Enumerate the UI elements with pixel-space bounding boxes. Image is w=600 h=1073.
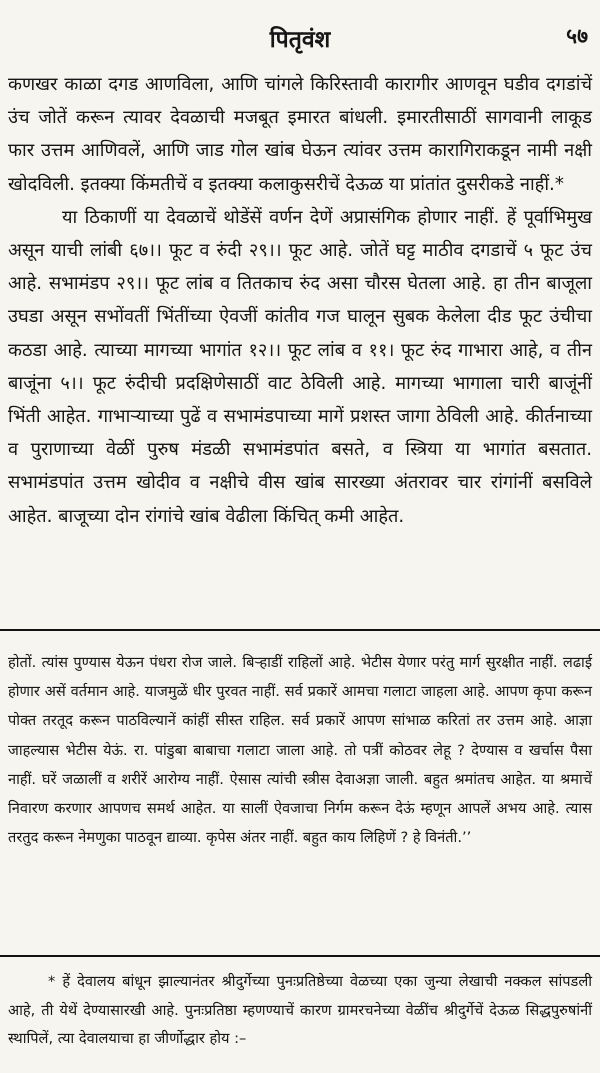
letter-quote bbox=[8, 648, 592, 852]
divider-rule-bottom bbox=[0, 955, 600, 957]
body-paragraph-1: कणखर काळा दगड आणविला, आणि चांगले किरिस्तावी कारागीर आणवून घडीव दगडांचें उंच जोतें करून त्यावर देवळाची मजबूत इमारत बांधली. इमारतीसाठीं सागवानी लाकूड फार उत्तम आणिवलें, आणि जाड गोल खांब घेऊन त्यांवर उत्तम कारागिराकडून नामी नक्षी खोदविली. इतक्या किंमतीचें व इतक्या कलाकुसरीचें देऊळ या प्रांतांत दुसरीकडे नाहीं.* bbox=[8, 74, 592, 195]
body-paragraph-2: या ठिकाणीं या देवळाचें थोडेंसें वर्णन देणें अप्रासंगिक होणार नाहीं. हें पूर्वाभिमुख असून याची लांबी ६७।। फूट व रुंदी २९।। फूट आहे. जोतें घट्ट माठीव दगडाचें ५ फूट उंच आहे. सभामंडप २९।। फूट लांब व तितकाच रुंद असा चौरस घेतला आहे. हा तीन बाजूला उघडा असून सभोंवतीं भिंतींच्या ऐवजीं कांतीव गज घालून सुबक केलेला दीड फूट उंचीचा कठडा आहे. त्याच्या मागच्या भागांत १२।। फूट लांब व ११। फूट रुंद गाभारा आहे, व तीन बाजूंना ५।। फूट रुंदीची प्रदक्षिणेसाठीं वाट ठेविली आहे. मागच्या भागाला चारी बाजूंनीं भिंती आहेत. गाभाऱ्याच्या पुढें व सभामंडपाच्या मागें प्रशस्त जागा ठेविली आहे. कीर्तनाच्या व पुराणाच्या वेळीं पुरुष मंडळी सभामंडपांत बसते, व स्त्रिया या भागांत बसतात. सभामंडपांत उत्तम खोदीव व नक्षीचे वीस खांब सारख्या अंतरावर चार रांगांनीं बसविले आहेत. बाजूच्या दोन रांगांचे खांब वेढीला किंचित् कमी आहेत. bbox=[8, 206, 592, 527]
page-number: ५७ bbox=[566, 23, 588, 48]
letter-text: होतों. त्यांस पुण्यास येऊन पंधरा रोज जाले. बिऱ्हाडीं राहिलों आहे. भेटीस येणार परंतु मार्ग सुरक्षीत नाहीं. लढाई होणार असें वर्तमान आहे. याजमुळें धीर पुरवत नाहीं. सर्व प्रकारें आमचा गलाटा जाहला आहे. आपण कृपा करून पोक्त तरतूद करून पाठविल्यानें कांहीं सीस्त राहिल. सर्व प्रकारें आपण सांभाळ करितां तर उत्तम आहे. आज्ञा जाहल्यास भेटीस येऊं. रा. पांडुबा बाबाचा गलाटा जाला आहे. तो पत्रीं कोठवर लेहू ? देण्यास व खर्चास पैसा नाहीं. घरें जळालीं व शरीरें आरोग्य नाहीं. ऐसास त्यांची स्त्रीस देवाअज्ञा जाली. बहुत श्रमांतच आहेत. या श्रमाचें निवारण करणार आपणच समर्थ आहेत. या सालीं ऐवजाचा निर्गम करून देऊं म्हणून आपलें अभय आहे. त्यास तरतुद करून नेमणुका पाठवून द्याव्या. कृपेस अंतर नाहीं. बहुत काय लिहिणें ? हे विनंती.’’ bbox=[8, 654, 592, 847]
page-header bbox=[0, 22, 600, 56]
page-title: पितृवंश bbox=[269, 26, 331, 53]
divider-rule-top bbox=[0, 629, 600, 631]
footnote bbox=[8, 968, 592, 1054]
footnote-text: * हें देवालय बांधून झाल्यानंतर श्रीदुर्गेच्या पुनःप्रतिष्ठेच्या वेळच्या एका जुन्या लेखाची नक्कल सांपडली आहे, ती येथें देण्यासारखी आहे. पुनःप्रतिष्ठा म्हणण्याचें कारण ग्रामरचनेच्या वेळींच श्रीदुर्गेचें देऊळ सिद्धपुरुषांनीं स्थापिलें, त्या देवालयाचा हा जीर्णोद्धार होय :– bbox=[8, 973, 592, 1047]
main-text bbox=[8, 68, 592, 533]
